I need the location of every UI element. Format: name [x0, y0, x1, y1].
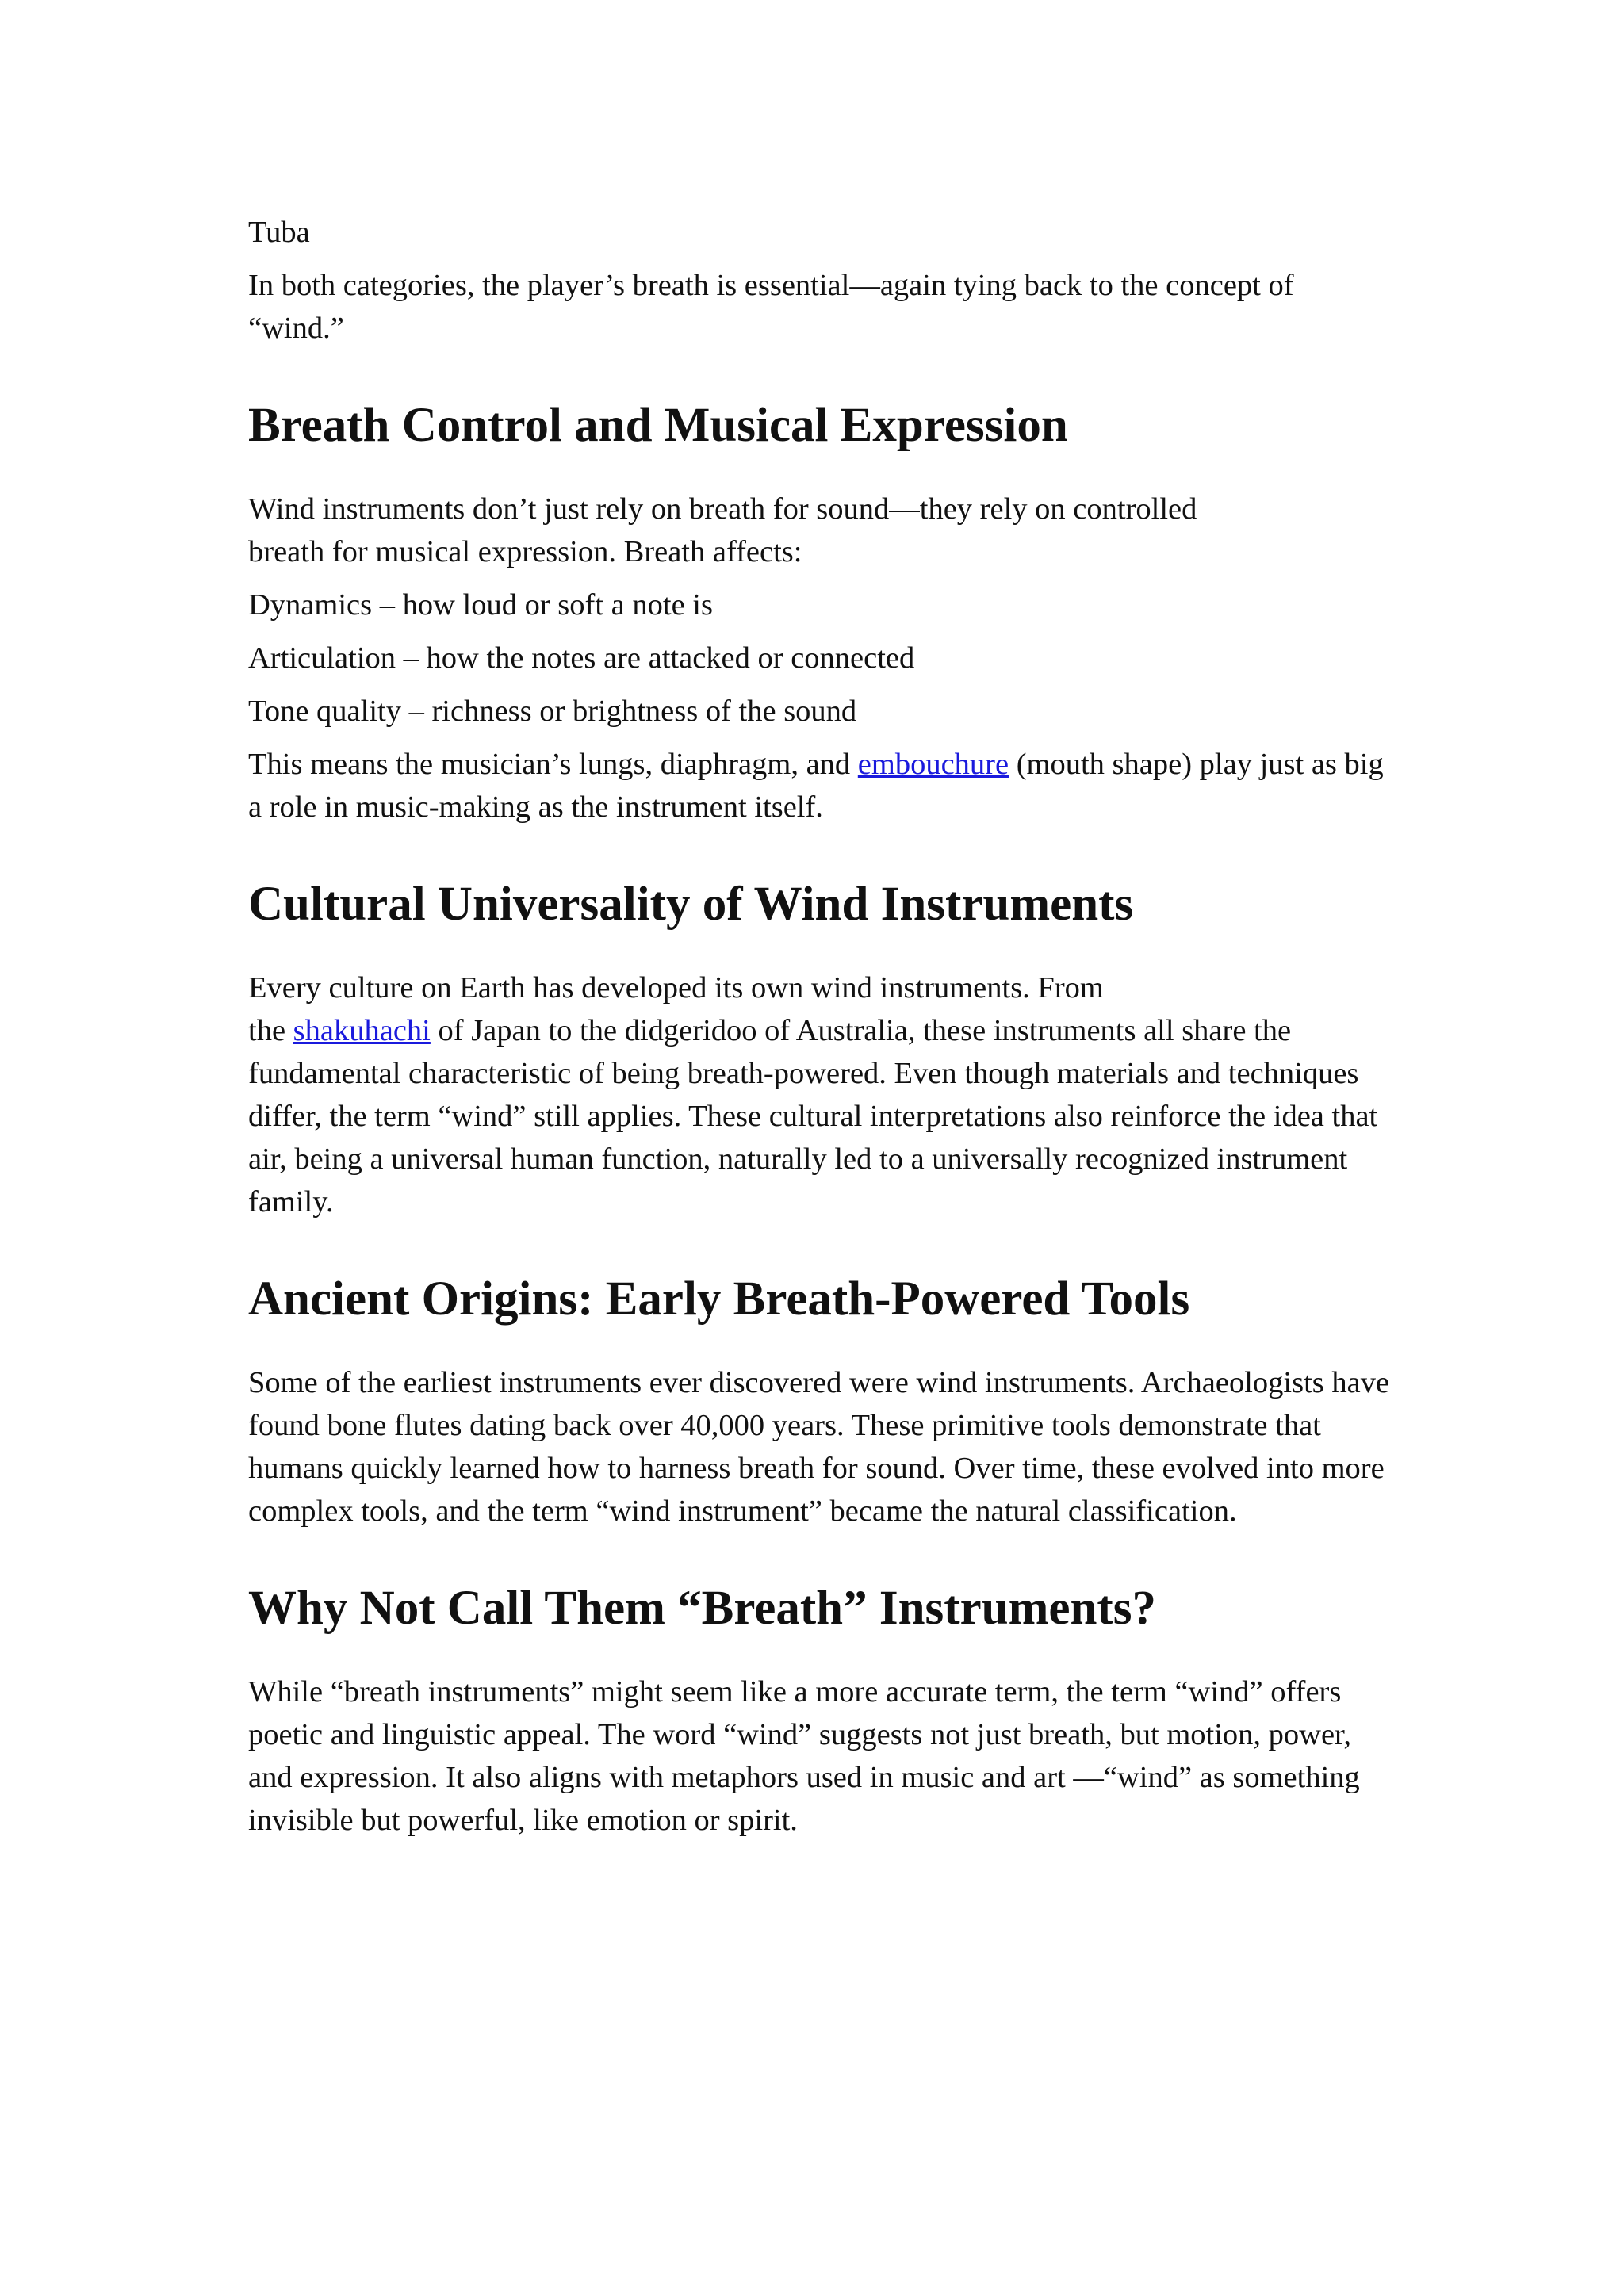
cultural-paragraph: [248, 966, 1390, 1223]
tuba-item: Tuba: [248, 216, 310, 249]
breath-control-intro-line2: breath for musical expression. Breath affects:: [248, 535, 802, 568]
list-item-dynamics: Dynamics – how loud or soft a note is: [248, 588, 713, 622]
ancient-origins-heading: Ancient Origins: Early Breath-Powered Tools: [248, 1272, 1190, 1326]
why-not-breath-paragraph: While “breath instruments” might seem like a more accurate term, the term “wind” offers poetic and linguistic appeal. The word “wind” suggests not just breath, but motion, power, and expression. It also aligns with metaphors used in music and art —“wind” as something invisible but powerful, like emotion or spirit.: [248, 1675, 1360, 1837]
embouchure-link[interactable]: embouchure: [857, 748, 1009, 781]
cultural-line1: Every culture on Earth has developed its own wind instruments. From: [248, 971, 1104, 1004]
cultural-text-after: of Japan to the didgeridoo of Australia, these instruments all share the fundamental characteristic of being breath-powered. Even though materials and techniques differ, the term “wind” still applies. These cultural interpretations also reinforce the idea that air, being a universal human function, naturally led to a universally recognized instrument family.: [248, 1014, 1378, 1219]
document-page: [248, 211, 1390, 1852]
why-not-breath-heading: Why Not Call Them “Breath” Instruments?: [248, 1582, 1156, 1635]
summary-text-before: This means the musician’s lungs, diaphragm, and: [248, 748, 858, 781]
cultural-text-before: the: [248, 1014, 293, 1047]
shakuhachi-link[interactable]: shakuhachi: [293, 1014, 431, 1047]
breath-control-heading: Breath Control and Musical Expression: [248, 399, 1068, 452]
list-item-articulation: Articulation – how the notes are attacked or connected: [248, 641, 915, 675]
breath-control-intro: [248, 488, 1390, 573]
ancient-origins-paragraph: Some of the earliest instruments ever discovered were wind instruments. Archaeologists have found bone flutes dating back over 40,000 years. These primitive tools demonstrate that humans quickly learned how to harness breath for sound. Over time, these evolved into more complex tools, and the term “wind instrument” became the natural classification.: [248, 1366, 1390, 1528]
breath-control-summary: [248, 743, 1390, 828]
list-item-tone-quality: Tone quality – richness or brightness of the sound: [248, 695, 857, 728]
breath-control-intro-line1: Wind instruments don’t just rely on breath for sound—they rely on controlled: [248, 492, 1197, 526]
cultural-heading: Cultural Universality of Wind Instruments: [248, 878, 1134, 931]
both-categories-paragraph: In both categories, the player’s breath is essential—again tying back to the concept of “wind.”: [248, 269, 1294, 345]
summary-text-after: (mouth shape) play just as big a role in music-making as the instrument itself.: [248, 748, 1384, 824]
